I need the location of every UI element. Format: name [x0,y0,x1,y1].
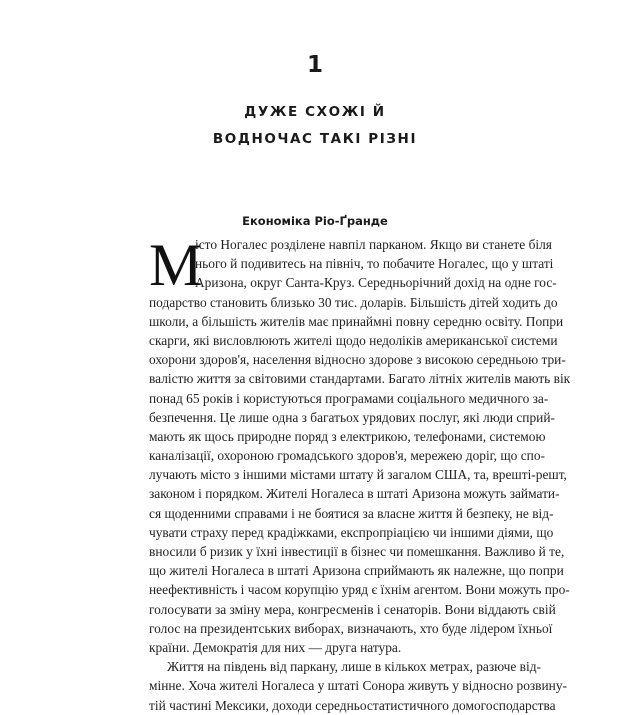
text-line: чувати страху перед крадіжками, експропріацією чи іншими діями, що [149,524,554,540]
body-text [149,232,571,715]
text-line: понад 65 років і користуються програмами соціального медичного за- [149,390,549,406]
text-line: валістю життя за світовими стандартами. Багато літніх жителів мають вік [149,371,571,387]
text-line: лучають місто з іншими містами штату й загалом США, та, врешті-решт, [149,467,567,483]
text-line: вносили б ризик у їхні інвестиції в бізнес чи помешкання. Важливо й те, [149,544,565,559]
text-line: країни. Демократія для них — друга натура. [149,639,402,655]
text-line: мінне. Хоча жителі Ногалеса у штаті Сонора живуть у відносно розвину- [149,678,567,694]
drop-cap: М [149,232,203,298]
text-line: охорони здоров'я, населення відносно здорове з високою середньою три- [149,352,566,368]
text-line: голосувати за зміну мера, конгресменів і сенаторів. Вони віддають свій [149,601,556,617]
text-line: каналізації, охороною громадського здоров'я, мережею доріг, що спо- [149,448,545,464]
text-line: істо Ногалес розділене навпіл парканом. Якщо ви станете біля [195,237,552,252]
chapter-title-line-2: ВОДНОЧАС ТАКІ РІЗНІ [212,131,418,147]
text-line: тій частині Мексики, доходи середньостатистичного домогосподарства [149,697,556,713]
chapter-number: 1 [306,52,323,78]
text-line: ся щоденними справами і не боятися за власне життя й безпеку, не від- [149,505,554,521]
text-line: Аризона, округ Санта-Круз. Середньорічний дохід на одне гос- [195,275,557,291]
text-line: нього й подивитесь на північ, то побачите Ногалес, що у штаті [195,256,554,272]
text-line: що жителі Ногалеса в штаті Аризона сприймають як належне, що попри [149,563,564,579]
text-line: скарги, які висловлюють жителі щодо недоліків американської системи [149,332,558,348]
text-line: неефективність і часом корупцію уряд є їхнім агентом. Вони можуть про- [149,582,570,598]
text-line: мають як щось природне поряд з електрикою, телефонами, системою [149,428,546,444]
text-line: школи, а більшість жителів має принаймні повну середню освіту. Попри [149,313,564,329]
text-line: голос на президентських виборах, визначають, хто буде лідером їхньої [149,620,553,636]
text-line: Життя на південь від паркану, лише в кількох метрах, разюче від- [167,659,541,675]
text-line: законом і порядком. Жителі Ногалеса в штаті Аризона можуть займати- [149,486,560,502]
chapter-title-line-1: ДУЖЕ СХОЖІ Й [244,104,386,120]
section-heading: Економіка Ріо-Ґранде [242,214,388,228]
text-line: подарство становить близько 30 тис. доларів. Більшість дітей ходить до [149,294,558,310]
text-line: безпечення. Це лише одна з багатьох урядових послуг, які люди сприй- [149,409,555,425]
chapter-title [0,99,630,153]
